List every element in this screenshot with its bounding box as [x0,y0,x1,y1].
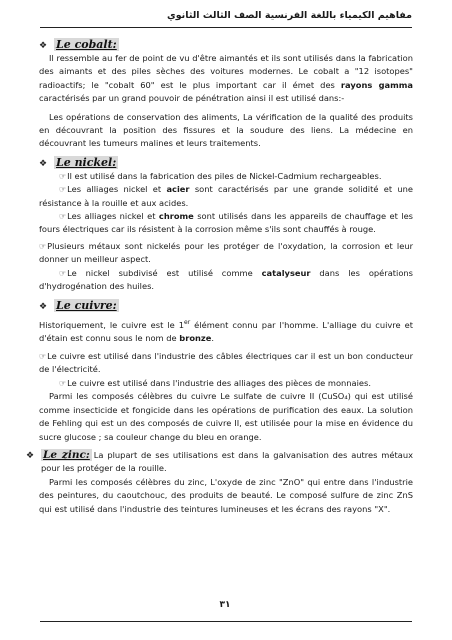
nickel-heading [39,156,413,170]
cobalt-paragraph-2: Les opérations de conservation des aliments, La vérification de la qualité des produits en découvrant la position des fissures et la soudure des liens. La médecine en découvrant les tumeurs malines et leurs traitements. [39,111,413,149]
zinc-paragraph-1: Le zinc: La plupart de ses utilisations est dans la galvanisation des autres métaux pour les protéger de la rouille. [41,448,414,474]
cuivre-title: Le cuivre: [56,298,117,312]
pointing-hand-icon: ☞ [59,268,67,278]
pointing-hand-icon: ☞ [59,185,67,195]
zinc-title: Le zinc: [43,448,90,461]
page-header: مفاهيم الكيمياء باللغة الفرنسية الصف الثالث الثانوي [167,10,412,21]
cuivre-paragraph-1: Historiquement, le cuivre est le 1er élément connu par l'homme. L'alliage du cuivre et d'étain est connu sous le nom de bronze. [39,318,413,343]
cobalt-heading [39,38,413,52]
header-divider [40,27,412,28]
cuivre-heading [39,299,413,313]
zinc-heading-row [26,449,413,476]
pointing-hand-icon: ☞ [39,352,47,362]
nickel-title: Le nickel: [56,155,117,169]
page-number: ٣١ [219,600,231,610]
cuivre-use-2: ☞Le cuivre est utilisé dans l'industrie des alliages des pièces de monnaies. [39,377,413,390]
cobalt-paragraph-1: Il ressemble au fer de point de vu d'être aimantés et ils sont utilisés dans la fabrication des aimants et des piles sèches des voitures modernes. Le cobalt a "12 isotopes" radioactifs; le "cobalt 60" est le plus important car il émet des rayons gamma caractérisés par un grand pouvoir de pénétration ainsi il est utilisé dans:- [39,53,413,104]
pointing-hand-icon: ☞ [59,212,67,222]
pointing-hand-icon: ☞ [39,241,47,251]
diamond-bullet-icon: ❖ [39,301,48,312]
nickel-use-5: ☞Le nickel subdivisé est utilisé comme catalyseur dans les opérations d'hydrogénation des huiles. [39,267,413,292]
nickel-use-1: ☞Il est utilisé dans la fabrication des piles de Nickel-Cadmium rechargeables. [39,170,413,183]
page-content [26,36,414,516]
cuivre-use-1: ☞Le cuivre est utilisé dans l'industrie des câbles électriques car il est un bon conducteur de l'électricité. [39,351,413,375]
diamond-bullet-icon: ❖ [39,158,48,169]
nickel-use-4: ☞Plusieurs métaux sont nickelés pour les protéger de l'oxydation, la corrosion et leur donner un meilleur aspect. [39,240,413,265]
pointing-hand-icon: ☞ [59,378,67,388]
nickel-use-2: ☞Les alliages nickel et acier sont caractérisés par une grande solidité et une résistance à la rouille et aux acides. [39,184,413,208]
nickel-use-3: ☞Les alliages nickel et chrome sont utilisés dans les appareils de chauffage et les fours électriques car ils résistent à la corrosion même s'ils sont chauffés à rouge. [39,211,413,235]
zinc-paragraph-2: Parmi les composés célèbres du zinc, L'oxyde de zinc "ZnO" qui entre dans l'industrie des peintures, du caoutchouc, des produits de beauté. Le composé sulfure de zinc ZnS qui est utilisé dans l'industrie des teintures lumineuses et les écrans des rayons "X". [39,476,413,514]
pointing-hand-icon: ☞ [59,171,67,181]
footer-divider [40,621,412,622]
diamond-bullet-icon: ❖ [26,450,35,461]
cobalt-title: Le cobalt: [56,38,117,51]
cuivre-paragraph-2: Parmi les composés célèbres du cuivre Le sulfate de cuivre II (CuSO₄) qui est utilisé comme insecticide et fongicide dans les opérations de purification des eaux. La solution de Fehling qui est un des composés de cuivre II, est utilisée pour la mise en évidence du sucre glucose ; sa couleur change du bleu en orange. [39,391,413,442]
diamond-bullet-icon: ❖ [39,41,48,51]
